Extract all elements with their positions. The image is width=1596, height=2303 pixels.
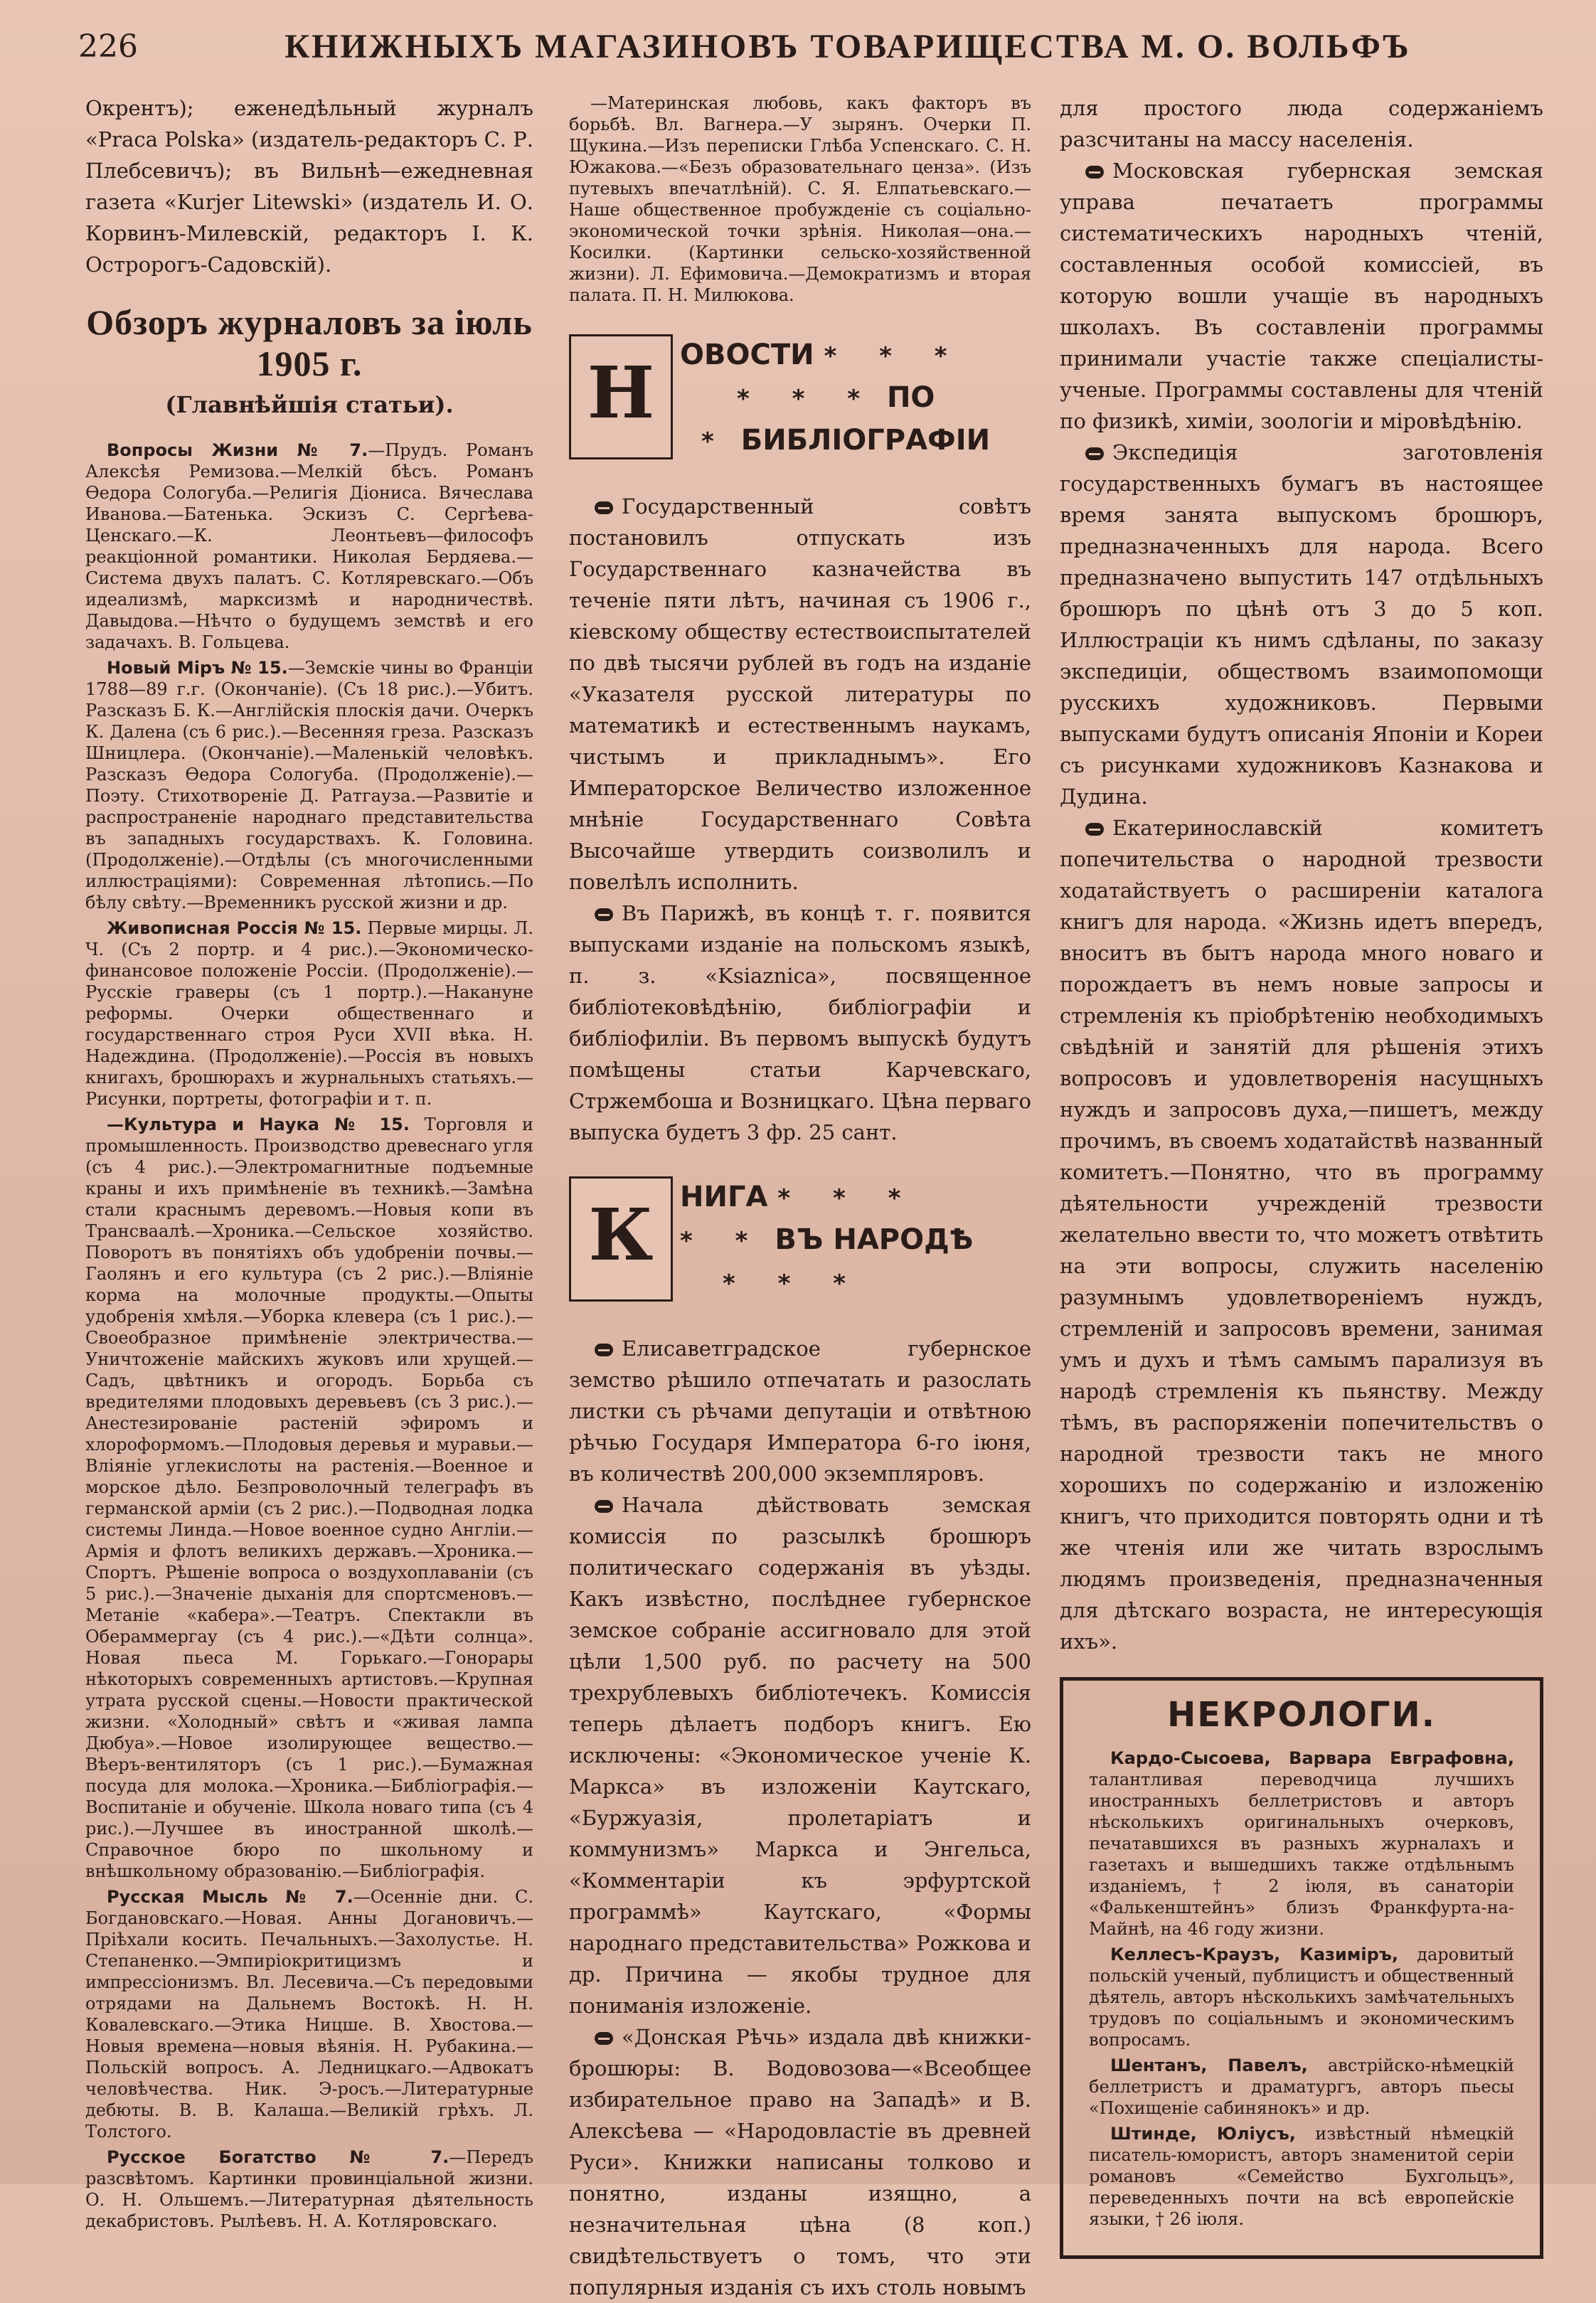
page-number: 226 [78,28,138,65]
journal-name: Новый Міръ № 15. [107,658,288,678]
review-entry [85,1114,533,1882]
section-title-line: ПО [886,381,935,414]
section-title [673,1176,1031,1304]
asterisk-ornament: * * * [723,1270,863,1298]
news-item: Начала дѣйствовать земская комиссія по разсылкѣ брошюръ политическаго содержанія въ уѣзды. Какъ извѣстно, послѣднее губернское земское собраніе ассигновало для этой цѣли 1,500 руб. по расчету на 500 трехрублевыхъ библіотечекъ. Комиссія теперь дѣлаетъ подборъ книгъ. Ею исключены: «Экономическое ученіе К. Маркса» въ изложеніи Каутскаго, «Буржуазія, пролетаріатъ и коммунизмъ» Маркса и Энгельса, «Комментаріи къ эрфуртской программѣ» Каутскаго, «Формы народнаго представительства» Рожкова и др. Причина — якобы трудное для пониманія изложеніе. [569,1493,1031,2018]
obituary-entry: Шентанъ, Павелъ, австрійско-нѣмецкій беллетристъ и драматургъ, авторъ пьесы «Похищеніе сабинянокъ» и др. [1089,2055,1514,2118]
news-item: Экспедиція заготовленія государственныхъ бумагъ въ настоящее время занята выпускомъ брошюръ, предназначенныхъ для народа. Всего предназначено выпустить 147 отдѣльныхъ брошюръ по цѣнѣ отъ 3 до 5 коп. Иллюстраціи къ нимъ сдѣланы, по заказу экспедиціи, обществомъ взаимопомощи русскихъ художниковъ. Первыми выпусками будутъ описанія Японіи и Кореи съ рисунками художниковъ Казнакова и Дудина. [1060,440,1543,809]
news-item: «Донская Рѣчь» издала двѣ книжки-брошюры: В. Водовозова—«Всеобщее избирательное право на Западѣ» и В. Алексѣева — «Народовластіе въ древней Руси». Книжки написаны толково и понятно, изданы изящно, а незначительная цѣна (8 коп.) свидѣтельствуетъ о томъ, что эти популярныя изданія съ ихъ столь новымъ [569,2025,1031,2299]
obituary-name: Келлесъ-Краузъ, Казиміръ, [1110,1945,1398,1964]
review-entry [85,2147,533,2232]
section-title-line: НИГА [680,1181,768,1213]
journal-name: Вопросы Жизни № 7. [107,440,368,460]
asterisk-ornament: * [701,427,731,456]
review-title: Обзоръ журналовъ за іюль 1905 г. [86,302,533,383]
column-middle [569,92,1031,2299]
column-right [1060,92,1543,2229]
news-item: Московская губернская земская управа печатаетъ программы систематическихъ народныхъ чтеній, составленныя особой комиссіей, въ которую вошли учащіе въ народныхъ школахъ. Въ составленіи программы принимали участіе также спеціалисты-ученые. Программы составлены для чтеній по физикѣ, химіи, зоологіи и міровѣдѣнію. [1060,159,1543,433]
journal-contents: —Земскіе чины во Франціи 1788—89 г.г. (Окончаніе). (Съ 18 рис.).—Убитъ. Разсказъ Б. К.—Англійскія плоскія дачи. Очеркъ К. Далена (съ 6 рис.).—Весенняя греза. Разсказъ Шницлера. (Окончаніе).—Маленькій человѣкъ. Разсказъ Ѳедора Сологуба. (Продолженіе).—Поэту. Стихотвореніе Д. Ратгауза.—Развитіе и распространеніе народнаго представительства въ западныхъ государствахъ. К. Головина. (Продолженіе).—Отдѣлы (съ многочисленными иллюстраціями): Современная лѣтопись.—По бѣлу свѣту.—Временникъ русской жизни и др. [85,658,533,913]
review-continuation: —Материнская любовь, какъ факторъ въ борьбѣ. Вл. Вагнера.—У зырянъ. Очерки П. Щукина.—Изъ переписки Глѣба Успенскаго. С. Н. Южакова.—«Безъ образовательнаго ценза». (Изъ путевыхъ впечатлѣній). С. Я. Елпатьевскаго.—Наше общественное пробужденіе съ соціально-экономической точки зрѣнія. Николая—она.—Косилки. (Картинки сельско-хозяйственной жизни). Л. Ефимовича.—Демократизмъ и вторая палата. П. Н. Милюкова. [569,93,1031,305]
obituary-name: Штинде, Юліусъ, [1110,2124,1296,2144]
section-title-line: БИБЛІОГРАФІИ [740,424,991,457]
paragraph-mark-icon [1085,447,1104,460]
paragraph-mark-icon [1085,166,1104,179]
journal-contents: —Передъ разсвѣтомъ. Картинки провинціальной жизни. О. Н. Ольшемъ.—Литературная дѣятельность декабристовъ. Рылѣевъ. Н. А. Котляровскаго. [85,2147,533,2231]
obituary-entry: Штинде, Юліусъ, извѣстный нѣмецкій писатель-юмористъ, авторъ знаменитой серіи романовъ «Семейство Бухгольцъ», переведенныхъ почти на всѣ европейскіе языки, † 26 іюля. [1089,2124,1515,2229]
obituary-entry: Кардо-Сысоева, Варвара Евграфовна, талантливая переводчица лучшихъ иностранныхъ беллетристовъ и авторъ нѣсколькихъ оригинальныхъ очерковъ, печатавшихся въ разныхъ журналахъ и газетахъ и вышедшихъ также отдѣльнымъ изданіемъ, † 2 іюля, въ санаторіи «Фалькенштейнъ» близъ Франкфурта-на-Майнѣ, на 46 году жизни. [1089,1748,1514,1939]
ornamental-initial: Н [569,334,673,459]
journal-name: Русская Мысль № 7. [107,1887,353,1907]
obituary-name: Шентанъ, Павелъ, [1110,2055,1308,2075]
running-title: КНИЖНЫХЪ МАГАЗИНОВЪ ТОВАРИЩЕСТВА М. О. ВОЛЬФЪ [284,27,1411,65]
review-entry [85,440,533,653]
obituaries-box [1060,1677,1543,2259]
journal-contents: Торговля и промышленность. Производство древеснаго угля (съ 4 рис.).—Электромагнитные подъемные краны и ихъ примѣненіе въ техникѣ.—Замѣна стали краснымъ деревомъ.—Новыя копи въ Трансваалѣ.—Хроника.—Сельское хозяйство. Поворотъ въ понятіяхъ объ удобреніи почвы.—Гаолянъ и его культура (съ 2 рис.).—Вліяніе корма на молочные продукты.—Опыты удобренія хмѣля.—Уборка клевера (съ 1 рис.).—Своеобразное примѣненіе электричества.—Уничтоженіе майскихъ жуковъ или хрущей.—Садъ, цвѣтникъ и огородъ. Борьба съ вредителями плодовыхъ деревьевъ (съ 3 рис.).—Анестезированіе растеній эфиромъ и хлороформомъ.—Плодовыя деревья и муравьи.—Вліяніе углекислоты на растенія.—Военное и морское дѣло. Безпроволочный телеграфъ въ германской арміи (съ 2 рис.).—Подводная лодка системы Линда.—Новое военное судно Англіи.—Армія и флотъ великихъ державъ.—Хроника.—Спортъ. Рѣшеніе вопроса о воздухоплаваніи (съ 5 рис.).—Значеніе дыханія для спортсменовъ.—Метаніе «кабера».—Театръ. Спектакли въ Обераммергау (съ 4 рис.).—«Дѣти солнца». Новая пьеса М. Горькаго.—Гонорары нѣкоторыхъ современныхъ артистовъ.—Крупная утрата русской сцены.—Новости практической жизни. «Холодный» свѣтъ и «живая лампа Дюбуа».—Новое изолирующее вещество.—Вѣеръ-вентиляторъ (съ 1 рис.).—Бумажная посуда для молока.—Хроника.—Библіографія.—Воспитаніе и обученіе. Школа новаго типа (съ 4 рис.).—Лучшее въ иностранной школѣ.—Справочное бюро по школьному и внѣшкольному образованію.—Библіографія. [85,1115,534,1881]
news-item: Екатеринославскій комитетъ попечительства о народной трезвости ходатайствуетъ о расширеніи каталога книгъ для народа. «Жизнь идетъ впередъ, вноситъ въ бытъ народа много новаго и порождаетъ въ немъ новые запросы и стремленія къ пріобрѣтенію необходимыхъ свѣдѣній и занятій для рѣшенія этихъ вопросовъ и удовлетворенія насущныхъ нуждъ и запросовъ духа,—пишетъ, между прочимъ, въ своемъ ходатайствѣ названный комитетъ.—Понятно, что въ программу дѣятельности учрежденій трезвости желательно ввести то, что можетъ отвѣтить на эти вопросы, служить населенію разумнымъ удовлетвореніемъ нуждъ, стремленій и запросовъ времени, занимая умъ и духъ и тѣмъ самымъ парализуя въ народѣ стремленія къ пьянству. Между тѣмъ, въ распоряженіи попечительствъ о народной трезвости такъ не много хорошихъ по содержанію и изложенію книгъ, что приходится повторять одни и тѣ же чтенія или же читать взрослымъ людямъ произведенія, предназначенныя для дѣтскаго возраста, не интересующія ихъ». [1060,816,1543,1654]
asterisk-ornament: * * * [777,1184,918,1213]
asterisk-ornament: * * * [824,342,964,371]
page-header [78,21,1532,71]
journal-name: —Культура и Наука № 15. [107,1115,410,1134]
paragraph-mark-icon [595,2032,613,2045]
obituary-entry: Келлесъ-Краузъ, Казиміръ, даровитый польскій ученый, публицистъ и общественный дѣятель, авторъ нѣсколькихъ замѣчательныхъ трудовъ по соціальнымъ и экономическимъ вопросамъ. [1089,1945,1514,2050]
asterisk-ornament: * * * [737,385,878,413]
section-title [673,334,1031,462]
paragraph-mark-icon [595,1344,613,1356]
section-title-line: ОВОСТИ [680,339,814,371]
news-item: Въ Парижѣ, въ концѣ т. г. появится выпусками изданіе на польскомъ языкѣ, п. з. «Ksiaznica», посвященное библіотековѣдѣнію, библіографіи и библіофиліи. Въ первомъ выпускѣ будутъ помѣщены статьи Карчевскаго, Стржембоша и Возницкаго. Цѣна перваго выпуска будетъ 3 фр. 25 сант. [569,901,1031,1144]
obituaries-title: НЕКРОЛОГИ. [1167,1695,1436,1735]
review-entry [85,657,533,913]
asterisk-ornament: * * [680,1227,765,1255]
journal-name: Русское Богатство № 7. [107,2147,449,2167]
news-item: Елисаветградское губернское земство рѣшило отпечатать и разослать листки съ рѣчами депутаціи и отвѣтною рѣчью Государя Императора 6-го іюня, въ количествѣ 200,000 экземпляровъ. [569,1336,1031,1486]
journal-contents: —Осенніе дни. С. Богдановскаго.—Новая. Анны Догановичъ.—Пріѣхали косить. Печальныхъ.—Захолустье. Н. Степаненко.—Эмпиріокритицизмъ и импрессіонизмъ. Вл. Лесевича.—Съ передовыми отрядами на Дальнемъ Востокѣ. Н. Н. Ковалевскаго.—Этика Ницше. В. Хвостова.—Новыя времена—новыя вѣянія. Н. Рубакина.—Польскій вопросъ. А. Ледницкаго.—Адвокатъ человѣчества. Ник. Э-росъ.—Литературные дебюты. В. В. Калаша.—Великій грѣхъ. Л. Толстого. [85,1887,534,2142]
column-left [85,92,534,2231]
paragraph-mark-icon [1085,823,1104,836]
paragraph-mark-icon [595,1500,613,1513]
review-entry [85,918,533,1110]
ornamental-initial: К [569,1176,673,1302]
news-item: Государственный совѣтъ постановилъ отпускать изъ Государственнаго казначейства въ теченіе пяти лѣтъ, начиная съ 1906 г., кіевскому обществу естествоиспытателей по двѣ тысячи рублей въ годъ на изданіе «Указателя русской литературы по математикѣ и естественнымъ наукамъ, чистымъ и прикладнымъ». Его Императорское Величество изложенное мнѣніе Государственнаго Совѣта Высочайше утвердить соизволилъ и повелѣлъ исполнить. [569,494,1031,894]
obituary-name: Кардо-Сысоева, Варвара Евграфовна, [1110,1748,1514,1768]
news-continuation: для простого люда содержаніемъ разсчитаны на массу населенія. [1060,96,1543,151]
journal-contents: Первые мирцы. Л. Ч. (Съ 2 портр. и 4 рис.).—Экономическо-финансовое положеніе Россіи. (Продолженіе).—Русскіе граверы (съ 1 портр.).—Накануне реформы. Очерки общественнаго и государственнаго строя Руси XVII вѣка. Н. Надеждина. (Продолженіе).—Россія въ новыхъ книгахъ, брошюрахъ и журнальныхъ статьяхъ.—Рисунки, портреты, фотографіи и т. п. [85,918,533,1109]
lead-paragraph: Окрентъ); еженедѣльный журналъ «Praca Polska» (издатель-редакторъ С. Р. Плебсевичъ); въ Вильнѣ—ежедневная газета «Kurjer Litewski» (издатель И. О. Корвинъ-Милевскій, редакторъ І. К. Остророгъ-Садовскій). [85,96,533,277]
journal-contents: —Прудъ. Романъ Алексѣя Ремизова.—Мелкій бѣсъ. Романъ Ѳедора Сологуба.—Религія Діониса. Вячеслава Иванова.—Батенька. Эскизъ С. Сергѣева-Ценскаго.—К. Леонтьевъ—философъ реакціонной романтики. Николая Бердяева.—Система двухъ палатъ. С. Котляревскаго.—Объ идеализмѣ, марксизмѣ и народничествѣ. Давыдова.—Нѣчто о будущемъ земствѣ и его задачахъ. В. Гольцева. [85,440,533,652]
review-entry [85,1886,533,2142]
journal-name: Живописная Россія № 15. [107,918,362,938]
paragraph-mark-icon [595,501,613,514]
section-heading-bibliography [569,334,1031,462]
section-heading-book-people [569,1176,1031,1304]
review-subtitle: (Главнѣйшія статьи). [165,391,454,418]
paragraph-mark-icon [595,908,613,921]
section-title-line: ВЪ НАРОДѢ [775,1223,974,1256]
